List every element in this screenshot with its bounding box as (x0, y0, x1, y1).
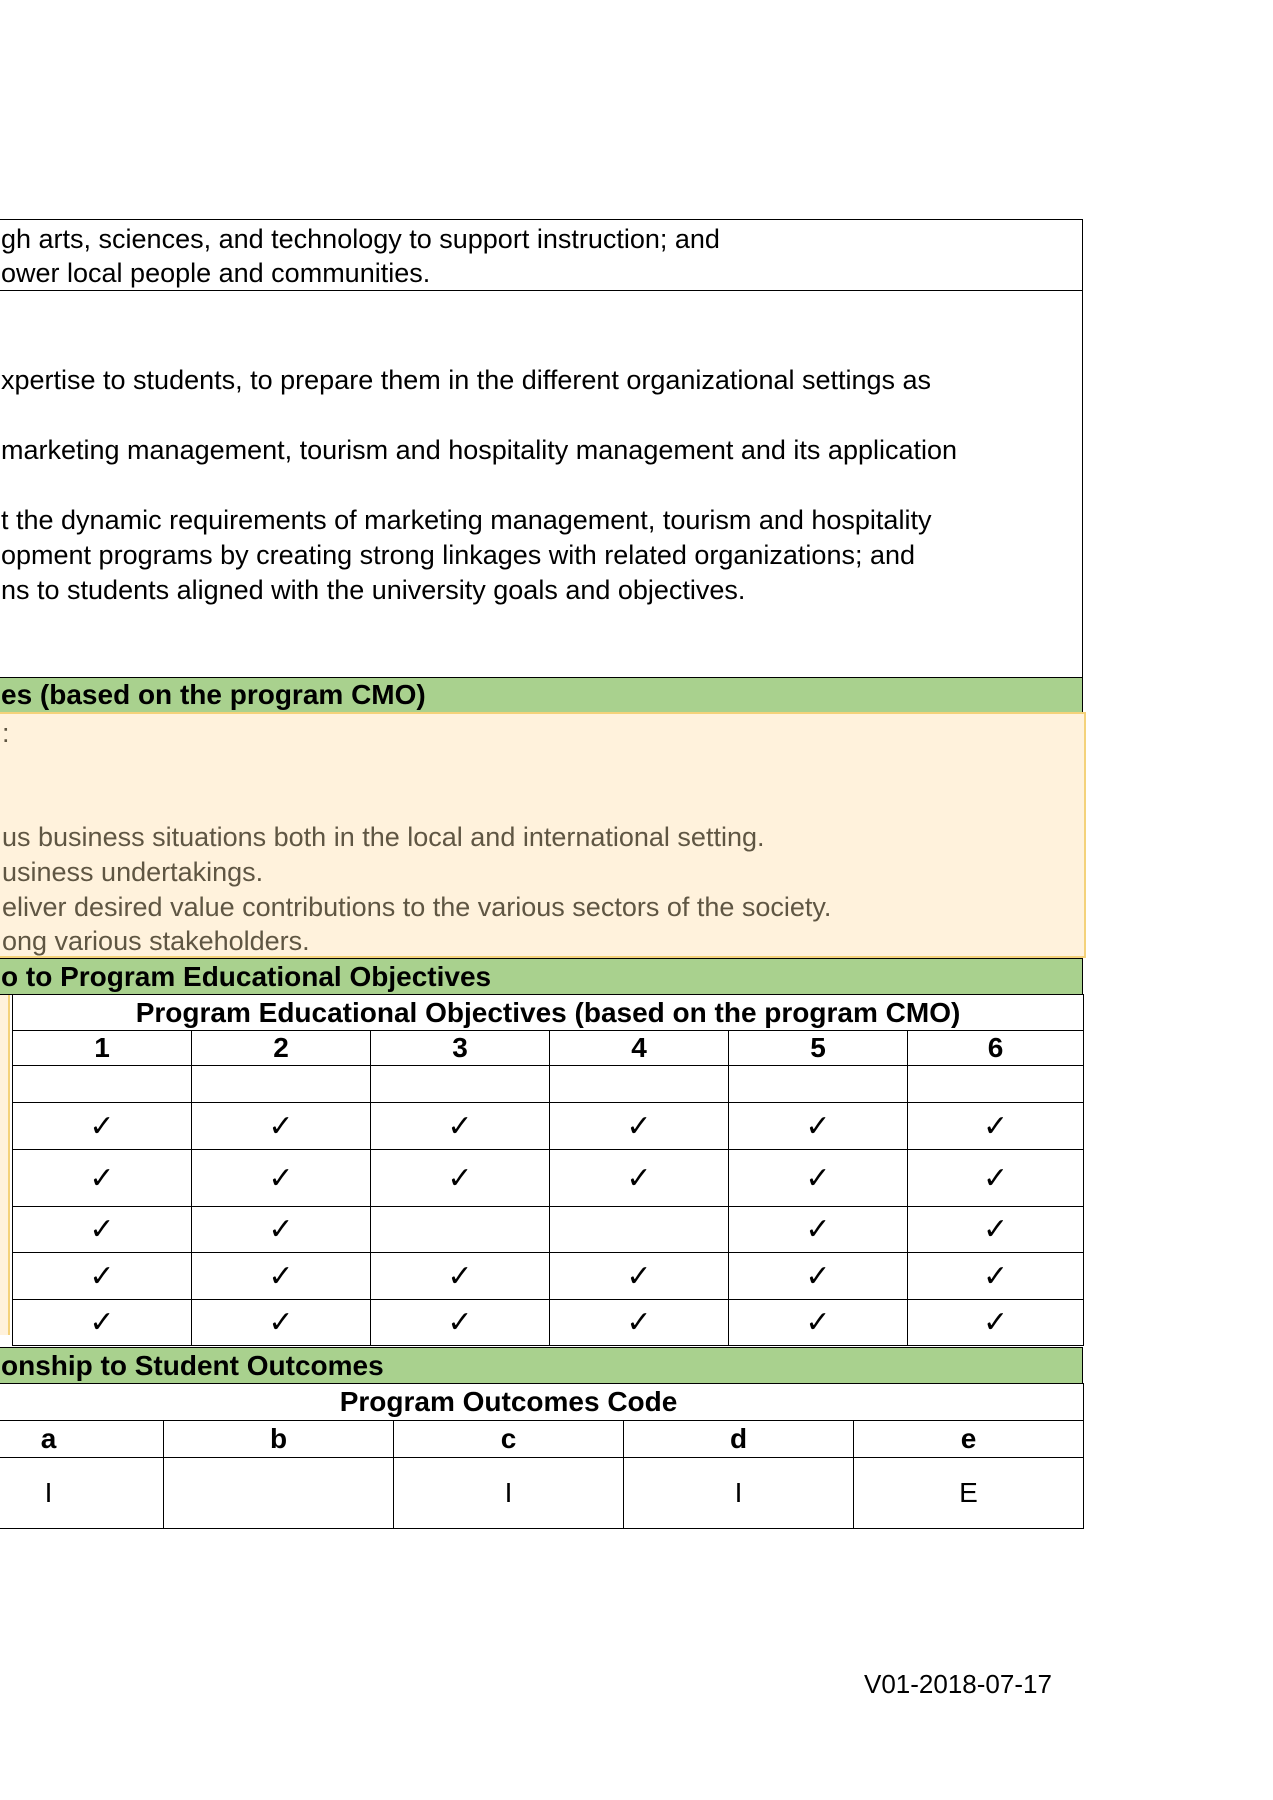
objective-line-3: t the dynamic requirements of marketing management, tourism and hospitality (1, 505, 932, 535)
peo-col-header: 6 (908, 1031, 1084, 1066)
check-mark-icon: ✓ (908, 1150, 1084, 1207)
mission-block (0, 219, 1083, 291)
peo-col-header: 1 (13, 1031, 192, 1066)
check-mark-icon: ✓ (550, 1150, 729, 1207)
check-mark-icon: ✓ (192, 1150, 371, 1207)
objective-line-4: opment programs by creating strong linkages with related organizations; and (1, 540, 916, 570)
check-mark-icon: ✓ (371, 1300, 550, 1346)
empty-cell (371, 1066, 550, 1103)
empty-cell (13, 1066, 192, 1103)
outcome-value: E (854, 1458, 1084, 1529)
empty-cell (908, 1066, 1084, 1103)
version-footer: V01-2018-07-17 (864, 1669, 1052, 1699)
check-mark-icon: ✓ (908, 1300, 1084, 1346)
check-mark-icon: ✓ (192, 1207, 371, 1253)
peo-check-row (13, 1300, 1084, 1346)
peo-note-box (0, 712, 1086, 958)
peo-note-line-4: eliver desired value contributions to the various sectors of the society. (2, 892, 832, 922)
outcomes-code-table (0, 1383, 1084, 1529)
peo-note-line-2: us business situations both in the local and international setting. (2, 822, 765, 852)
peo-section-header (0, 677, 1083, 713)
peo-check-row (13, 1103, 1084, 1150)
mission-line-1: gh arts, sciences, and technology to support instruction; and (1, 224, 720, 254)
check-mark-icon: ✓ (729, 1253, 908, 1300)
peo-col-header: 4 (550, 1031, 729, 1066)
check-mark-icon: ✓ (371, 1150, 550, 1207)
check-mark-icon: ✓ (729, 1150, 908, 1207)
outcome-value (164, 1458, 394, 1529)
peo-col-header: 2 (192, 1031, 371, 1066)
outcomes-section-title: onship to Student Outcomes (1, 1350, 384, 1381)
check-mark-icon: ✓ (729, 1103, 908, 1150)
peo-relationship-table (12, 994, 1084, 1346)
empty-cell (550, 1066, 729, 1103)
empty-cell (371, 1207, 550, 1253)
note-edge-strip (0, 995, 10, 1335)
peo-check-row (13, 1150, 1084, 1207)
outcome-code-header: c (394, 1421, 624, 1458)
mission-line-2: ower local people and communities. (1, 258, 431, 288)
check-mark-icon: ✓ (13, 1253, 192, 1300)
peo-check-row (13, 1253, 1084, 1300)
check-mark-icon: ✓ (729, 1300, 908, 1346)
check-mark-icon: ✓ (13, 1103, 192, 1150)
objective-line-1: xpertise to students, to prepare them in the different organizational settings as (1, 365, 932, 395)
check-mark-icon: ✓ (908, 1103, 1084, 1150)
outcome-value: I (0, 1458, 164, 1529)
outcome-code-header: d (624, 1421, 854, 1458)
check-mark-icon: ✓ (550, 1103, 729, 1150)
objective-line-2: marketing management, tourism and hospitality management and its application (1, 435, 958, 465)
peo-note-line-3: usiness undertakings. (2, 857, 264, 887)
peo-check-row (13, 1207, 1084, 1253)
check-mark-icon: ✓ (192, 1103, 371, 1150)
check-mark-icon: ✓ (192, 1300, 371, 1346)
check-mark-icon: ✓ (13, 1150, 192, 1207)
peo-check-rows (13, 1103, 1084, 1346)
peo-note-line-5: ong various stakeholders. (2, 926, 310, 956)
outcomes-section-header (0, 1347, 1083, 1384)
peo-col-header: 5 (729, 1031, 908, 1066)
empty-cell (192, 1066, 371, 1103)
check-mark-icon: ✓ (13, 1207, 192, 1253)
relationship-section-title: o to Program Educational Objectives (1, 961, 492, 992)
check-mark-icon: ✓ (729, 1207, 908, 1253)
check-mark-icon: ✓ (550, 1253, 729, 1300)
outcomes-table-title: Program Outcomes Code (0, 1384, 1084, 1421)
check-mark-icon: ✓ (192, 1253, 371, 1300)
outcome-code-header: a (0, 1421, 164, 1458)
check-mark-icon: ✓ (908, 1253, 1084, 1300)
empty-cell (729, 1066, 908, 1103)
outcome-code-header: e (854, 1421, 1084, 1458)
outcome-code-header: b (164, 1421, 394, 1458)
outcome-value: I (624, 1458, 854, 1529)
check-mark-icon: ✓ (371, 1253, 550, 1300)
objectives-block (0, 290, 1083, 678)
peo-table-title: Program Educational Objectives (based on the program CMO) (13, 995, 1084, 1031)
peo-section-title: es (based on the program CMO) (1, 679, 426, 710)
peo-col-header: 3 (371, 1031, 550, 1066)
peo-note-line-1: : (2, 718, 10, 748)
check-mark-icon: ✓ (13, 1300, 192, 1346)
objective-line-5: ns to students aligned with the university goals and objectives. (1, 575, 746, 605)
outcome-value: I (394, 1458, 624, 1529)
check-mark-icon: ✓ (908, 1207, 1084, 1253)
empty-cell (550, 1207, 729, 1253)
check-mark-icon: ✓ (371, 1103, 550, 1150)
relationship-section-header (0, 958, 1083, 995)
check-mark-icon: ✓ (550, 1300, 729, 1346)
